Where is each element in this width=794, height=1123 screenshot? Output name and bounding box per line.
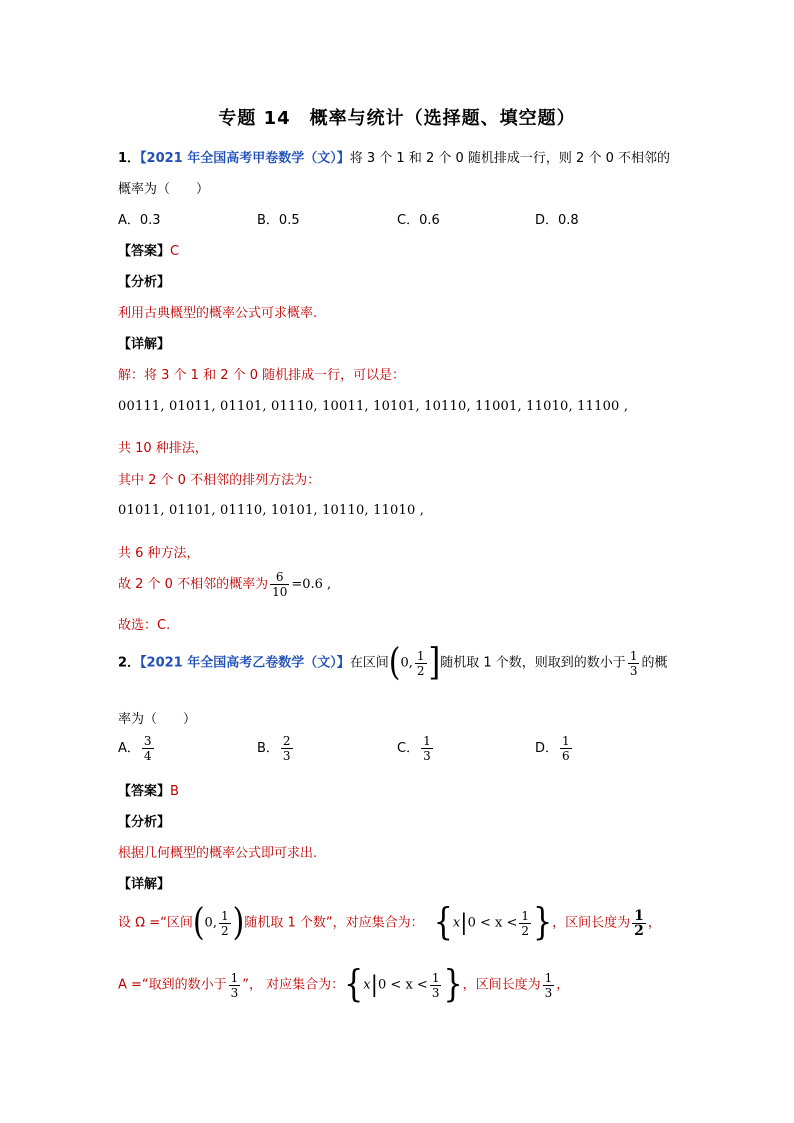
q2-omega-bracket-open: ( bbox=[192, 900, 205, 945]
q2-set-fraction bbox=[519, 909, 531, 938]
q2-a-set-den: 3 bbox=[431, 985, 440, 1000]
q2-detail-event-a bbox=[118, 962, 570, 1007]
q2-set-den: 2 bbox=[521, 923, 530, 938]
q2-stem-post: 的概 bbox=[641, 655, 668, 671]
q1-stem: 将 3 个 1 和 2 个 0 随机排成一行，则 2 个 0 不相邻的 bbox=[349, 151, 670, 166]
q1-detail-label: 【详解】 bbox=[118, 337, 171, 352]
q2-option-b-label: B． bbox=[257, 741, 279, 756]
q2-set-var: x bbox=[452, 915, 461, 931]
q1-detail-1: 解：将 3 个 1 和 2 个 0 随机排成一行，可以是： bbox=[118, 368, 406, 383]
q2-omega-fraction bbox=[219, 909, 231, 938]
q2-third-num: 1 bbox=[629, 648, 638, 663]
q1-option-c: C．0.6 bbox=[397, 213, 440, 228]
q2-omega-mid: 随机取 1 个数”，对应集合为： bbox=[244, 915, 424, 931]
q1-option-a: A．0.3 bbox=[118, 213, 161, 228]
q1-detail-4: 其中 2 个 0 不相邻的排列方法为： bbox=[118, 473, 321, 488]
q2-set-num: 1 bbox=[521, 908, 530, 923]
q1-option-d: D．0.8 bbox=[535, 213, 579, 228]
q2-a-den: 3 bbox=[230, 985, 239, 1000]
q2-a-len-fraction bbox=[543, 971, 555, 1000]
q2-a-len-den: 3 bbox=[544, 985, 553, 1000]
q2-number: 2． bbox=[118, 655, 141, 671]
q2-option-a-label: A． bbox=[118, 741, 140, 756]
q2-a-set-num: 1 bbox=[431, 970, 440, 985]
q2-interval-fraction bbox=[415, 649, 427, 678]
q2-omega-den: 2 bbox=[220, 923, 229, 938]
q1-prob-text: 故 2 个 0 不相邻的概率为 bbox=[118, 577, 269, 592]
q2-option-c-den: 3 bbox=[423, 749, 431, 763]
q2-option-b-num: 2 bbox=[282, 734, 291, 748]
q2-answer-line bbox=[118, 780, 179, 799]
q2-option-c bbox=[397, 734, 435, 763]
q2-a-set-cond: 0 < x < bbox=[378, 977, 428, 993]
q2-set-brace-close: } bbox=[533, 900, 553, 945]
q2-source: 【2021 年全国高考乙卷数学（文）】 bbox=[140, 655, 350, 671]
q1-prob-value: =0.6 , bbox=[291, 577, 332, 592]
q2-a-set-fraction bbox=[430, 971, 442, 1000]
q2-omega-left: 0, bbox=[204, 915, 217, 931]
q1-detail-count: 共 10 种排法， bbox=[118, 441, 208, 456]
q2-option-b bbox=[257, 734, 295, 763]
q1-prob-fraction bbox=[270, 570, 289, 599]
q2-a-len-num: 1 bbox=[544, 970, 553, 985]
q2-stem-pre: 在区间 bbox=[349, 655, 389, 671]
q2-interval-den: 2 bbox=[416, 663, 425, 678]
q2-omega-end: ， bbox=[647, 915, 661, 931]
q2-a-num: 1 bbox=[230, 970, 239, 985]
q2-option-c-fraction bbox=[421, 734, 433, 763]
q1-detail-nonadjacent: 01011, 01101, 01110, 10101, 10110, 11010 , bbox=[118, 503, 425, 518]
q2-a-end: ， bbox=[556, 977, 570, 993]
q2-option-a-den: 4 bbox=[143, 749, 152, 763]
q2-detail-omega bbox=[118, 900, 661, 945]
q2-omega-num: 1 bbox=[220, 908, 229, 923]
q2-stem-line1 bbox=[118, 640, 668, 685]
q2-option-d bbox=[535, 734, 574, 763]
q2-analysis: 根据几何概型的概率公式即可求出. bbox=[118, 846, 318, 861]
q1-prob-num: 6 bbox=[270, 570, 289, 585]
q2-option-c-label: C． bbox=[397, 741, 420, 756]
q2-option-a-num: 3 bbox=[143, 734, 152, 748]
q1-prob-den: 10 bbox=[272, 585, 288, 599]
q1-answer-line bbox=[118, 240, 179, 259]
q2-option-c-num: 1 bbox=[423, 734, 431, 748]
page-title: 专题 14 概率与统计（选择题、填空题） bbox=[218, 108, 576, 129]
q1-option-b: B．0.5 bbox=[257, 213, 300, 228]
q2-option-d-fraction bbox=[560, 734, 572, 763]
q2-interval-left: 0, bbox=[400, 655, 413, 671]
q1-answer-label: 【答案】 bbox=[118, 244, 171, 259]
q2-a-set-var: x bbox=[363, 977, 371, 993]
q2-omega-pre: 设 Ω =“区间 bbox=[118, 915, 193, 931]
q1-source: 【2021 年全国高考甲卷数学（文）】 bbox=[140, 151, 350, 166]
q2-bracket-open: ( bbox=[388, 640, 401, 685]
q1-analysis: 利用古典概型的概率公式可求概率. bbox=[118, 306, 318, 321]
q2-omega-len-num: 1 bbox=[634, 907, 644, 924]
q2-option-b-fraction bbox=[281, 734, 293, 763]
q1-answer: C bbox=[170, 244, 180, 259]
q2-set-cond: 0 < x < bbox=[467, 915, 518, 931]
q2-omega-bracket-close: ) bbox=[232, 900, 245, 945]
q2-a-len: ，区间长度为 bbox=[462, 977, 541, 993]
q1-detail-probability bbox=[118, 570, 331, 599]
q1-analysis-label: 【分析】 bbox=[118, 275, 171, 290]
q2-option-b-den: 3 bbox=[282, 749, 291, 763]
q1-detail-6: 共 6 种方法， bbox=[118, 546, 200, 561]
q2-stem-line2: 率为（ ） bbox=[118, 712, 197, 727]
q2-a-brace-open: { bbox=[344, 962, 364, 1007]
q1-number: 1． bbox=[118, 151, 141, 166]
q2-option-d-label: D． bbox=[535, 741, 559, 756]
q2-third-fraction bbox=[628, 649, 640, 678]
q1-stem-line2: 概率为（ ） bbox=[118, 182, 210, 197]
q2-a-set-bar: | bbox=[370, 972, 379, 998]
q2-option-d-den: 6 bbox=[562, 749, 570, 763]
q2-omega-len-den: 2 bbox=[634, 922, 644, 939]
q2-a-pre: A =“取到的数小于 bbox=[118, 977, 227, 993]
q2-interval-num: 1 bbox=[416, 648, 425, 663]
q2-option-a-fraction bbox=[142, 734, 154, 763]
q2-set-bar: | bbox=[460, 910, 468, 936]
q2-stem-mid: 随机取 1 个数，则取到的数小于 bbox=[440, 655, 626, 671]
q2-option-a bbox=[118, 734, 156, 763]
q2-detail-label: 【详解】 bbox=[118, 877, 171, 892]
q1-detail-sequences: 00111, 01011, 01101, 01110, 10011, 10101, 10110, 11001, 11010, 11100 , bbox=[118, 399, 629, 414]
q2-option-d-num: 1 bbox=[562, 734, 570, 748]
q2-analysis-label: 【分析】 bbox=[118, 815, 171, 830]
q2-a-fraction bbox=[229, 971, 241, 1000]
q2-a-brace-close: } bbox=[443, 962, 463, 1007]
q1-detail-choice: 故选：C. bbox=[118, 618, 171, 633]
q2-third-den: 3 bbox=[629, 663, 638, 678]
q2-set-brace-open: { bbox=[433, 900, 453, 945]
q2-omega-len-fraction bbox=[632, 909, 646, 938]
q2-omega-len: ，区间长度为 bbox=[552, 915, 631, 931]
q2-answer-label: 【答案】 bbox=[118, 784, 171, 799]
q2-answer: B bbox=[170, 784, 179, 799]
q2-a-mid: ”， 对应集合为： bbox=[242, 977, 345, 993]
q1-stem-line1 bbox=[118, 147, 670, 166]
q2-bracket-close: ] bbox=[428, 640, 441, 685]
